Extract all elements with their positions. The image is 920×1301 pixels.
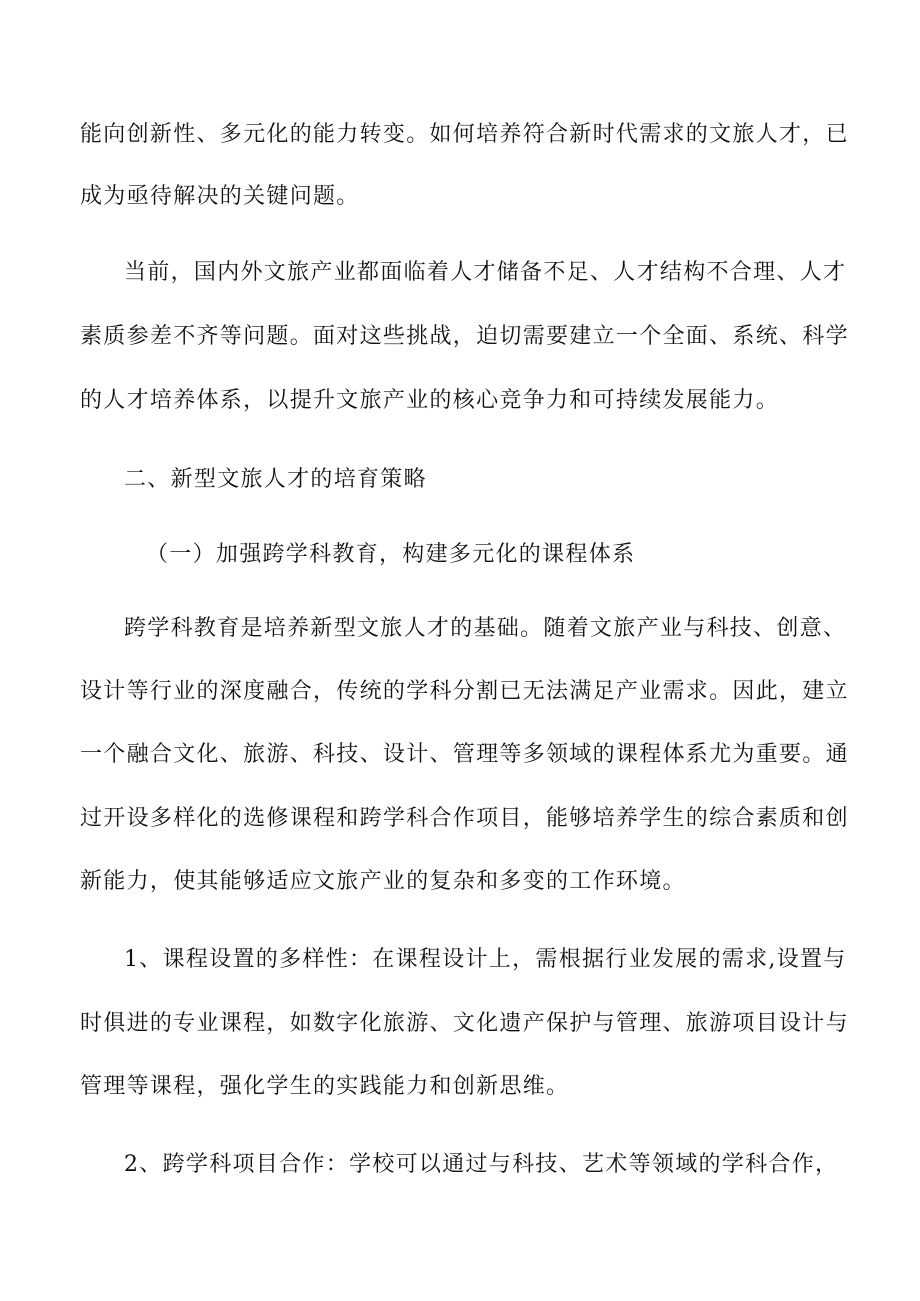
- paragraph-line: 跨学科教育是培养新型文旅人才的基础。随着文旅产业与科技、创意、: [124, 616, 847, 641]
- paragraph-line: 成为亟待解决的关键问题。: [80, 184, 360, 209]
- paragraph-line: 时俱进的专业课程，如数字化旅游、文化遗产保护与管理、旅游项目设计与: [80, 1011, 849, 1036]
- paragraph-line: 素质参差不齐等问题。面对这些挑战，迫切需要建立一个全面、系统、科学: [80, 324, 849, 349]
- paragraph-line: 当前，国内外文旅产业都面临着人才储备不足、人才结构不合理、人才: [124, 260, 847, 285]
- paragraph-line: 1、课程设置的多样性：在课程设计上，需根据行业发展的需求,设置与: [124, 947, 847, 972]
- paragraph-line: 管理等课程，强化学生的实践能力和创新思维。: [80, 1074, 570, 1099]
- section-heading: 二、新型文旅人才的培育策略: [124, 467, 427, 492]
- subsection-heading: （一）加强跨学科教育，构建多元化的课程体系: [146, 542, 636, 567]
- paragraph-line: 能向创新性、多元化的能力转变。如何培养符合新时代需求的文旅人才，已: [80, 122, 849, 147]
- paragraph-line: 一个融合文化、旅游、科技、设计、管理等多领域的课程体系尤为重要。通: [80, 742, 849, 767]
- paragraph-line: 新能力，使其能够适应文旅产业的复杂和多变的工作环境。: [80, 869, 686, 894]
- paragraph-line: 2、跨学科项目合作：学校可以通过与科技、艺术等领域的学科合作，: [124, 1152, 839, 1177]
- paragraph-line: 设计等行业的深度融合，传统的学科分割已无法满足产业需求。因此，建立: [80, 679, 849, 704]
- paragraph-line: 过开设多样化的选修课程和跨学科合作项目，能够培养学生的综合素质和创: [80, 806, 849, 831]
- paragraph-line: 的人才培养体系，以提升文旅产业的核心竞争力和可持续发展能力。: [80, 388, 780, 413]
